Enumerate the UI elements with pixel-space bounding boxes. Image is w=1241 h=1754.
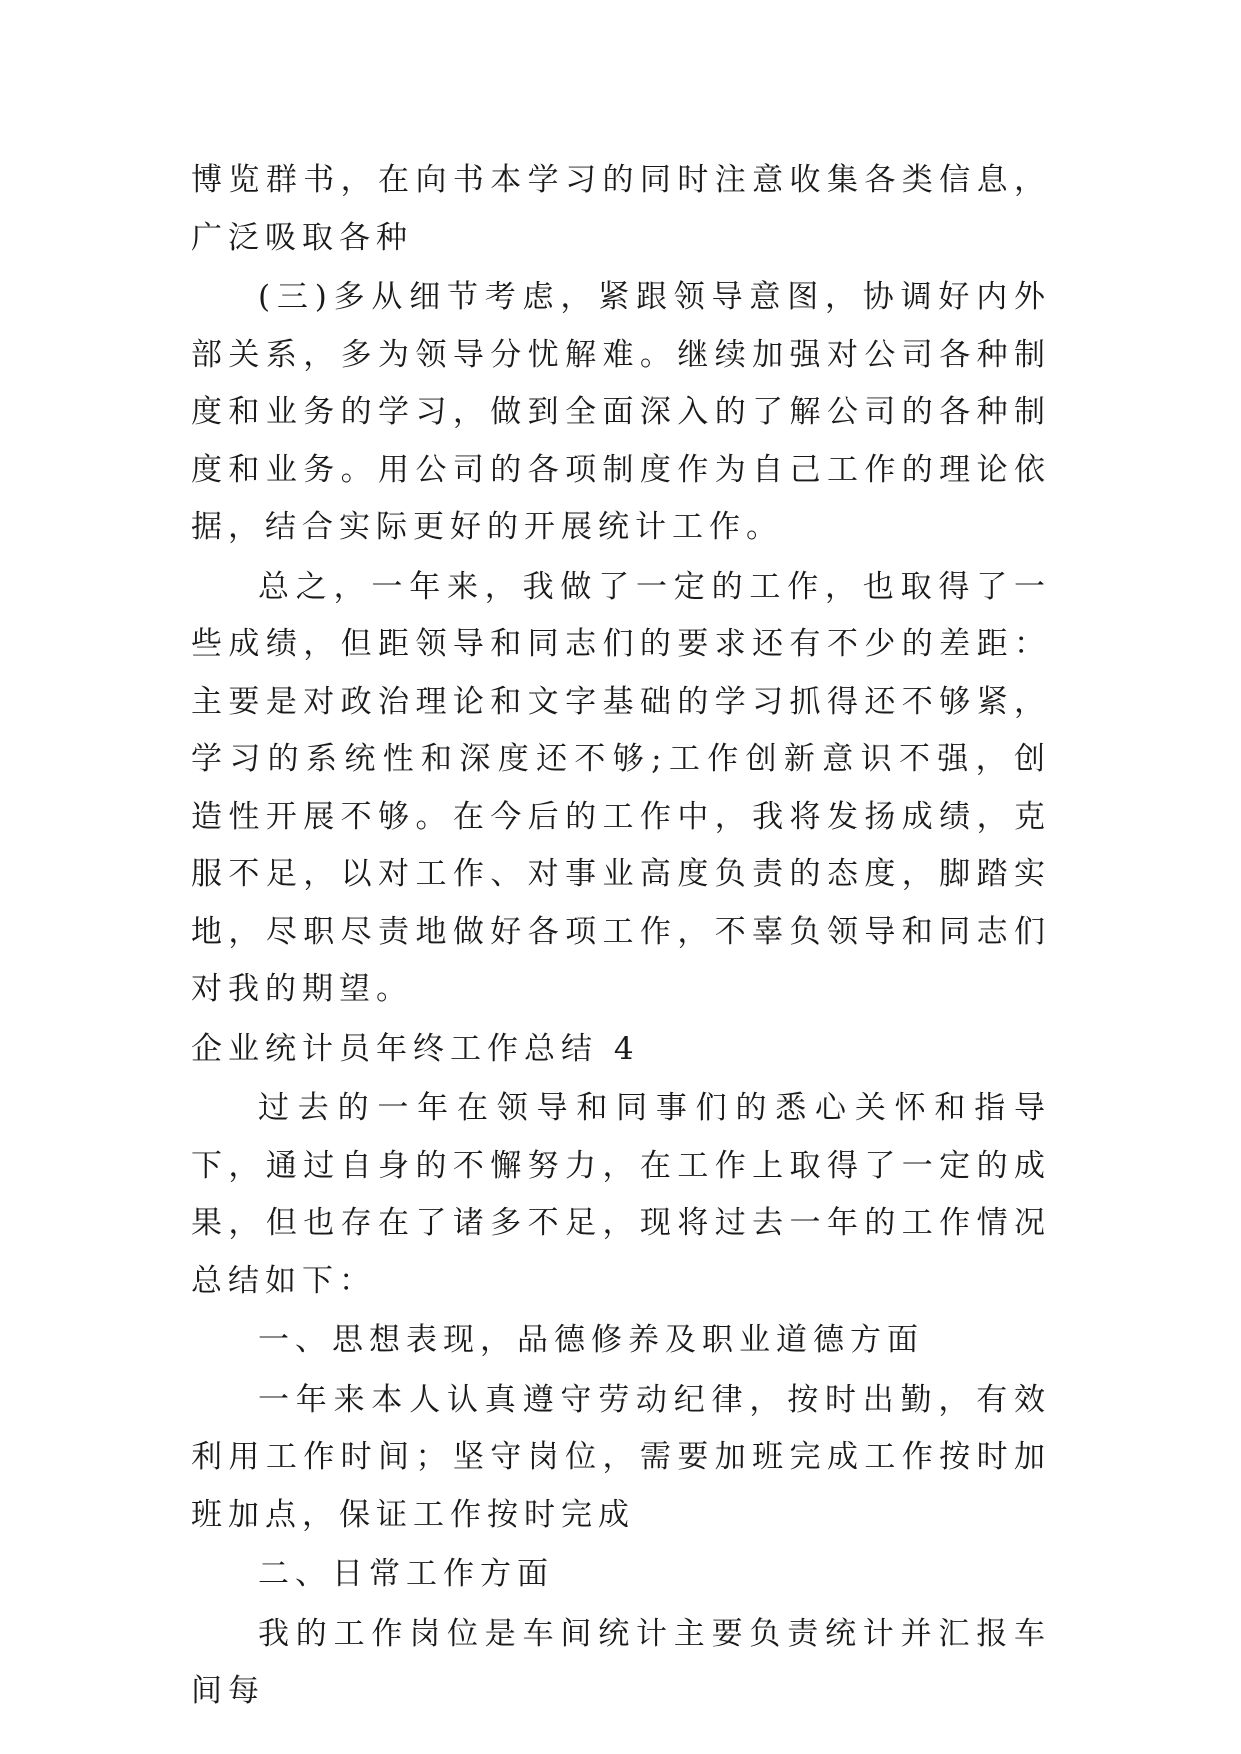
section-heading: 企业统计员年终工作总结 4 <box>191 1030 640 1067</box>
paragraph-continuation: 博览群书，在向书本学习的同时注意收集各类信息，广泛吸取各种 <box>191 162 1051 256</box>
paragraph-discipline: 一年来本人认真遵守劳动纪律，按时出勤，有效利用工作时间；坚守岗位，需要加班完成工作按时加班加点，保证工作按时完成 <box>191 1381 1051 1533</box>
document-page <box>191 152 1051 1723</box>
paragraph-position: 我的工作岗位是车间统计主要负责统计并汇报车间每 <box>191 1615 1051 1709</box>
paragraph-point-three: (三)多从细节考虑，紧跟领导意图，协调好内外部关系，多为领导分忧解难。继续加强对公司各种制度和业务的学习，做到全面深入的了解公司的各种制度和业务。用公司的各项制度作为自己工作的理论依据，结合实际更好的开展统计工作。 <box>191 279 1051 545</box>
paragraph-summary: 总之，一年来，我做了一定的工作，也取得了一些成绩，但距领导和同志们的要求还有不少的差距：主要是对政治理论和文字基础的学习抓得还不够紧，学习的系统性和深度还不够;工作创新意识不强，创造性开展不够。在今后的工作中，我将发扬成绩，克服不足，以对工作、对事业高度负责的态度，脚踏实地，尽职尽责地做好各项工作，不辜负领导和同志们对我的期望。 <box>191 568 1051 1007</box>
subheading-two: 二、日常工作方面 <box>258 1556 554 1592</box>
subheading-one: 一、思想表现，品德修养及职业道德方面 <box>258 1322 924 1358</box>
paragraph-intro: 过去的一年在领导和同事们的悉心关怀和指导下，通过自身的不懈努力，在工作上取得了一定的成果，但也存在了诸多不足，现将过去一年的工作情况总结如下： <box>191 1090 1051 1299</box>
